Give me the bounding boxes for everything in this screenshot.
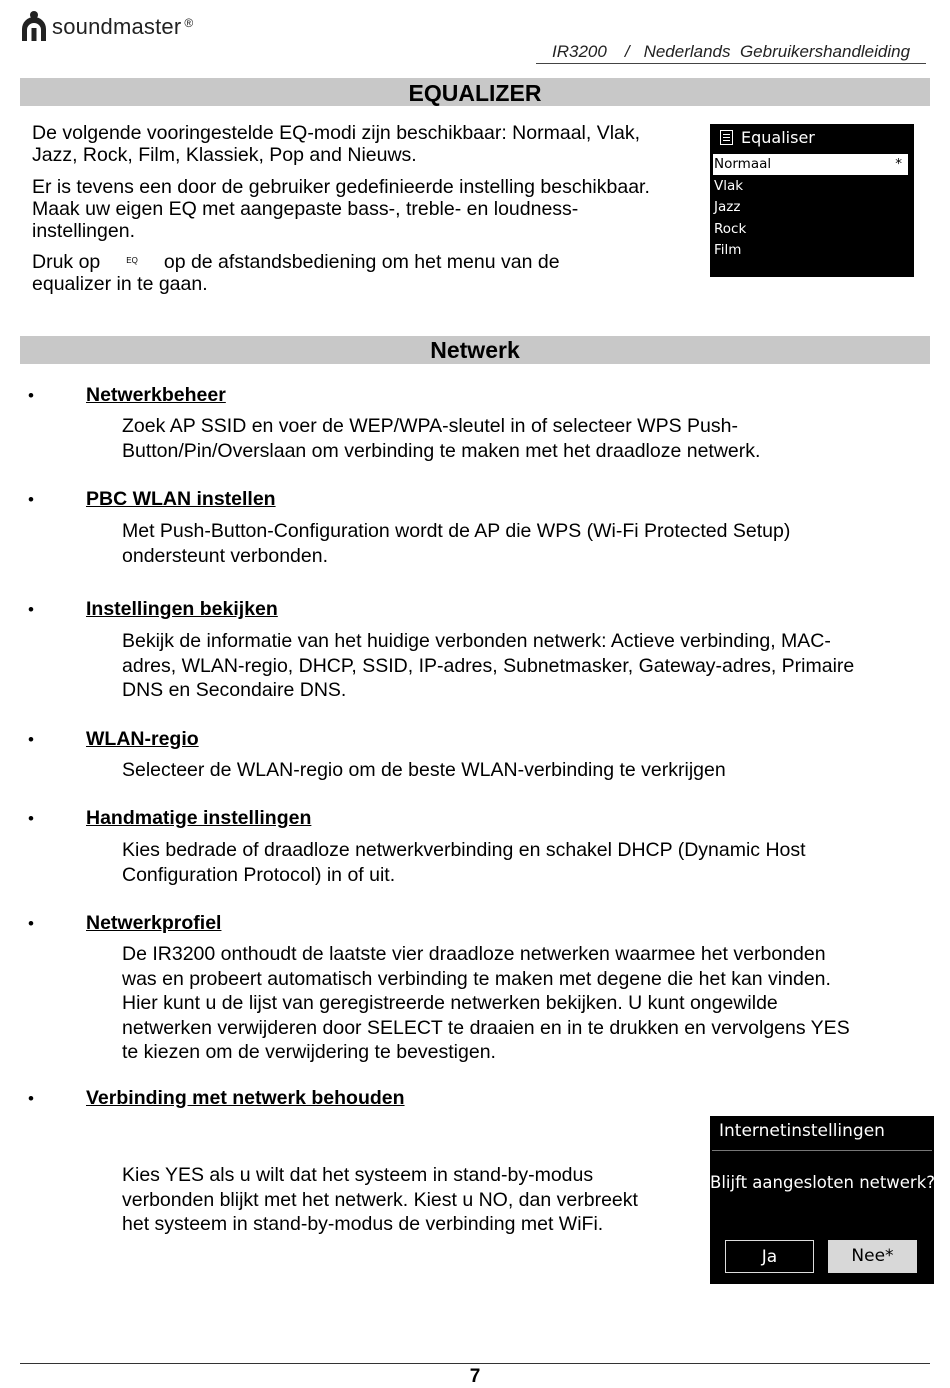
section-heading-netwerk: Netwerk — [20, 336, 930, 364]
page-number: 7 — [469, 1366, 481, 1387]
selected-marker: * — [895, 156, 902, 172]
text-line: Kies YES als u wilt dat het systeem in stand-by-modus — [122, 1164, 594, 1186]
eq-menu-item-rock[interactable]: Rock — [714, 221, 747, 237]
item-title-instellingen-bekijken: Instellingen bekijken — [86, 598, 278, 620]
eq-menu-item-vlak[interactable]: Vlak — [714, 178, 744, 194]
press-text: Druk op — [32, 251, 101, 273]
model-name: IR3200 — [552, 42, 607, 61]
press-text-after: op de afstandsbediening om het menu van de — [163, 251, 560, 273]
internet-settings-screen — [710, 1116, 934, 1284]
eq-menu-item-jazz[interactable]: Jazz — [714, 199, 741, 215]
text-line: Kies bedrade of draadloze netwerkverbinding en schakel DHCP (Dynamic Host — [122, 839, 806, 861]
text-line: adres, WLAN-regio, DHCP, SSID, IP-adres, Subnetmasker, Gateway-adres, Primaire — [122, 654, 855, 677]
text-line: ondersteunt verbonden. — [122, 544, 328, 567]
registered-mark: ® — [184, 16, 194, 30]
press-text-line2: equalizer in te gaan. — [32, 273, 208, 295]
document-identifier — [552, 42, 910, 62]
item-text-verbinding-behouden — [122, 1163, 702, 1237]
item-text-netwerkprofiel — [122, 942, 932, 1065]
item-title-pbc-wlan: PBC WLAN instellen — [86, 488, 276, 510]
bullet-icon: • — [28, 730, 34, 749]
eq-key-symbol: EQ — [126, 256, 138, 265]
equaliser-screen — [710, 124, 914, 277]
item-text-instellingen-bekijken — [122, 629, 932, 703]
item-text-pbc-wlan — [122, 519, 932, 568]
item-text-netwerkbeheer — [122, 414, 932, 463]
soundmaster-logo-icon — [20, 10, 48, 42]
item-title-netwerkbeheer: Netwerkbeheer — [86, 384, 226, 406]
text-line: De IR3200 onthoudt de laatste vier draadloze netwerken waarmee het verbonden — [122, 943, 826, 965]
text-line: Configuration Protocol) in of uit. — [122, 863, 396, 886]
doc-title: Nederlands Gebruikershandleiding — [643, 42, 911, 61]
brand-logo — [20, 10, 193, 42]
eq-menu-item-label: Normaal — [714, 156, 772, 172]
brand-name: soundmaster — [52, 14, 182, 39]
text-line: DNS en Secondaire DNS. — [122, 679, 347, 701]
bullet-icon: • — [28, 1089, 34, 1108]
text-line: Bekijk de informatie van het huidige verbonden netwerk: Actieve verbinding, MAC- — [122, 630, 831, 652]
item-title-wlan-regio: WLAN-regio — [86, 728, 199, 750]
section-heading-equalizer: EQUALIZER — [20, 78, 930, 106]
item-title-verbinding-behouden: Verbinding met netwerk behouden — [86, 1087, 405, 1109]
item-title-handmatige-instellingen: Handmatige instellingen — [86, 807, 312, 829]
stay-connected-question: Blijft aangesloten netwerk? — [710, 1173, 936, 1192]
text-line: netwerken verwijderen door SELECT te draaien en in te drukken en vervolgens YES — [122, 1016, 850, 1039]
eq-menu-item-normaal[interactable] — [713, 154, 908, 175]
screen-divider — [712, 1150, 932, 1151]
text-line: verbonden blijkt met het netwerk. Kiest u NO, dan verbreekt — [122, 1188, 638, 1211]
text-line: was en probeert automatisch verbinding te maken met degene die het kan vinden. — [122, 967, 831, 990]
bullet-icon: • — [28, 386, 34, 405]
bullet-icon: • — [28, 600, 34, 619]
list-icon — [720, 130, 733, 145]
text-line: Hier kunt u de lijst van geregistreerde netwerken bekijken. U kunt ongewilde — [122, 992, 778, 1014]
footer-rule — [20, 1363, 930, 1364]
text-line: Selecteer de WLAN-regio om de beste WLAN-verbinding te verkrijgen — [122, 759, 726, 781]
equalizer-paragraph-1: De volgende vooringestelde EQ-modi zijn beschikbaar: Normaal, Vlak, Jazz, Rock, Film, Klassiek, Pop and Nieuws. — [32, 122, 641, 166]
item-title-netwerkprofiel: Netwerkprofiel — [86, 912, 222, 934]
eq-menu-item-film[interactable]: Film — [714, 242, 742, 258]
bullet-icon: • — [28, 914, 34, 933]
bullet-icon: • — [28, 490, 34, 509]
text-line: te kiezen om de verwijdering te bevestigen. — [122, 1041, 496, 1063]
header-rule — [536, 63, 926, 64]
yes-button[interactable]: Ja — [725, 1240, 814, 1273]
header-separator: / — [624, 42, 630, 61]
internet-settings-title: Internetinstellingen — [719, 1121, 885, 1141]
equaliser-screen-title — [720, 128, 815, 147]
text-line: Button/Pin/Overslaan om verbinding te maken met het draadloze netwerk. — [122, 439, 761, 462]
text-line: Zoek AP SSID en voer de WEP/WPA-sleutel in of selecteer WPS Push- — [122, 415, 738, 437]
no-button[interactable]: Nee* — [828, 1240, 917, 1273]
text-line: Met Push-Button-Configuration wordt de AP die WPS (Wi-Fi Protected Setup) — [122, 520, 791, 542]
bullet-icon: • — [28, 809, 34, 828]
equalizer-paragraph-3 — [32, 251, 672, 295]
text-line: het systeem in stand-by-modus de verbinding met WiFi. — [122, 1213, 604, 1235]
item-text-wlan-regio — [122, 758, 932, 783]
item-text-handmatige-instellingen — [122, 838, 932, 887]
equalizer-paragraph-2: Er is tevens een door de gebruiker gedefinieerde instelling beschikbaar. Maak uw eigen EQ met aangepaste bass-, treble- en loudness-instellingen. — [32, 176, 650, 242]
equaliser-title-text: Equaliser — [741, 128, 815, 147]
